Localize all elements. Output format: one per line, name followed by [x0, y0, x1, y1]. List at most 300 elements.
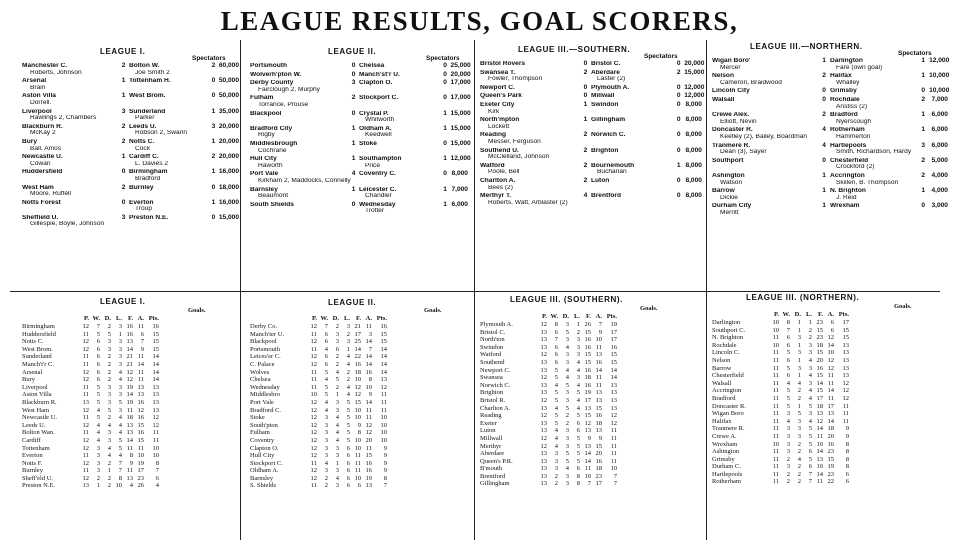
col-header: L. — [116, 315, 122, 322]
team-name: Darlington — [712, 319, 741, 326]
home-team: Barrow — [712, 188, 735, 195]
table-row — [250, 407, 387, 415]
home-team: Bradford City — [250, 125, 293, 132]
stat-cell: 1 — [346, 345, 350, 353]
team-name: Luton — [480, 427, 496, 435]
stat-cell: 13 — [540, 381, 547, 389]
table-heading-league-3-south: LEAGUE III. (SOUTHERN). — [510, 295, 623, 304]
table-row — [712, 387, 849, 395]
stat-cell: 5 — [576, 457, 580, 465]
col-header: P. — [84, 315, 89, 322]
stat-cell: 3 — [565, 351, 569, 359]
scorers-line — [712, 104, 948, 111]
away-scorers: Hammerton — [836, 133, 871, 140]
stat-cell: 13 — [380, 376, 387, 384]
stat-cell: 3 — [797, 349, 801, 357]
stat-cell: 1 — [797, 319, 801, 326]
table-row — [712, 441, 849, 449]
away-team: Clapton O. — [358, 80, 393, 87]
stat-cell: 7 — [155, 467, 159, 475]
stat-cell: 5 — [324, 391, 328, 399]
stat-cell: 3 — [797, 334, 801, 342]
stat-cell: 4 — [324, 376, 328, 384]
home-score: 2 — [583, 176, 588, 184]
stat-cell: 15 — [584, 351, 591, 359]
stat-cell: 4 — [335, 414, 339, 422]
stat-cell: 11 — [595, 374, 602, 382]
stat-cell: 4 — [565, 343, 569, 351]
score-line — [712, 158, 948, 165]
home-scorers: Roberts, Watt, Arblaster (2) — [488, 199, 568, 206]
stat-cell: 11 — [772, 387, 779, 395]
scorers-line — [480, 185, 702, 192]
team-name: Southend — [480, 358, 505, 366]
stat-cell: 14 — [827, 341, 834, 349]
stat-cell: 16 — [595, 457, 602, 465]
stat-cell: 11 — [772, 425, 779, 433]
spectators: 6,000 — [931, 141, 948, 149]
stat-cell: 2 — [335, 323, 339, 330]
stat-cell: 2 — [786, 455, 790, 463]
home-scorers: Mercer — [720, 64, 741, 71]
home-scorers — [22, 206, 129, 213]
stat-cell: 8 — [118, 474, 122, 482]
away-score: 1 — [921, 57, 926, 64]
stat-cell: 3 — [565, 427, 569, 435]
stat-cell: 1 — [96, 482, 100, 490]
spectators-label: Spectators — [644, 53, 678, 60]
scorers-line — [22, 115, 236, 122]
match-result — [250, 202, 468, 215]
match-result — [712, 143, 948, 156]
table-league-3-north — [712, 311, 849, 486]
away-team: Halifax — [829, 73, 852, 80]
stat-cell: 6 — [155, 474, 159, 482]
home-score: 0 — [583, 83, 588, 91]
home-score: 3 — [351, 79, 356, 87]
match-result — [712, 112, 948, 125]
away-score: 2 — [921, 156, 926, 164]
stat-cell: 3 — [118, 353, 122, 361]
scorers-line — [480, 76, 702, 83]
team-name: Wednesday — [250, 383, 280, 391]
stat-cell: 11 — [310, 330, 317, 338]
team-name: Arsenal — [22, 368, 43, 376]
stat-cell: 12 — [310, 360, 317, 368]
stat-cell: 18 — [816, 341, 823, 349]
stat-cell: 15 — [816, 372, 823, 380]
table-row — [712, 463, 849, 471]
home-team: Swansea T. — [480, 69, 516, 76]
stat-cell: 3 — [576, 336, 580, 344]
stat-cell: 12 — [827, 364, 834, 372]
goals-label: Goals. — [188, 307, 206, 314]
table-row — [250, 460, 387, 468]
stat-cell: 11 — [772, 470, 779, 478]
away-team: Aberdare — [590, 69, 620, 76]
stat-cell: 10 — [354, 406, 361, 414]
away-team: Rotherham — [829, 127, 865, 134]
stat-cell: 9 — [140, 345, 144, 353]
match-result — [250, 94, 471, 108]
stat-cell: 9 — [357, 421, 361, 429]
match-result — [250, 187, 468, 200]
stat-cell: 4 — [324, 459, 328, 467]
results-heading-league-1: LEAGUE I. — [100, 47, 146, 56]
team-name: Tranmere R. — [712, 425, 745, 433]
table-row — [250, 422, 387, 430]
stat-cell: 1 — [797, 372, 801, 380]
team-name: Huddersfield — [22, 330, 56, 338]
away-scorers: Chandler — [365, 193, 392, 200]
match-result — [250, 139, 471, 154]
spectators: 15,000 — [450, 139, 471, 147]
away-scorers: Joe Smith 2 — [135, 69, 170, 76]
stat-cell: 8 — [576, 480, 580, 488]
scorers-line — [22, 176, 236, 183]
table-row — [712, 349, 849, 357]
stat-cell: 5 — [786, 349, 790, 357]
match-result — [712, 97, 948, 110]
table-row — [22, 467, 159, 475]
stat-cell: 3 — [335, 444, 339, 452]
stat-cell: 23 — [816, 334, 823, 342]
table-row — [250, 482, 387, 490]
stat-cell: 20 — [365, 436, 372, 444]
stat-cell: 12 — [152, 414, 159, 422]
table-row — [250, 452, 387, 460]
stat-cell: 2 — [346, 376, 350, 384]
stat-cell: 14 — [380, 360, 387, 368]
stat-cell: 17 — [137, 467, 144, 475]
stat-cell: 21 — [354, 323, 361, 330]
table-row — [22, 384, 159, 392]
stat-cell: 4 — [118, 421, 122, 429]
home-scorers: Torrance, Prouse — [258, 101, 309, 108]
stat-cell: 7 — [368, 345, 372, 353]
stat-cell: 15 — [842, 334, 849, 342]
team-name: Portsmouth — [250, 345, 280, 353]
stat-cell: 2 — [335, 360, 339, 368]
stat-cell: 3 — [565, 442, 569, 450]
table-row — [250, 399, 387, 407]
stat-cell: 14 — [380, 368, 387, 376]
stat-cell: 4 — [155, 482, 159, 490]
stat-cell: 15 — [595, 404, 602, 412]
stat-cell: 7 — [324, 323, 328, 330]
stat-cell: 9 — [383, 459, 387, 467]
stat-cell: 12 — [842, 394, 849, 402]
table-row — [250, 429, 387, 437]
team-name: Bury — [22, 376, 35, 384]
stat-cell: 6 — [96, 360, 100, 368]
stat-cell: 10 — [137, 452, 144, 460]
home-score: 0 — [351, 109, 356, 117]
stat-cell: 13 — [365, 482, 372, 490]
stat-cell: 13 — [816, 455, 823, 463]
table-row — [712, 342, 849, 350]
home-team: Doncaster R. — [712, 127, 753, 134]
spectators: 8,000 — [685, 192, 702, 200]
stat-cell: 2 — [107, 360, 111, 368]
stat-cell: 3 — [565, 434, 569, 442]
stat-cell: 3 — [324, 444, 328, 452]
away-score: 3 — [921, 141, 926, 149]
stat-cell: 2 — [107, 368, 111, 376]
home-score: 1 — [121, 77, 126, 85]
stat-cell: 14 — [595, 366, 602, 374]
stat-cell: 11 — [610, 427, 617, 435]
spectators-label: Spectators — [898, 50, 932, 57]
team-name: Durham C. — [712, 463, 741, 471]
score-line — [480, 132, 702, 139]
away-team: Darlington — [829, 58, 863, 64]
team-name: Walsall — [712, 379, 732, 387]
stat-cell: 5 — [786, 387, 790, 395]
spectators: 4,000 — [931, 187, 948, 195]
stat-cell: 16 — [584, 381, 591, 389]
col-header: F. — [128, 315, 133, 322]
away-scorers: Skillen, B. Thompson — [836, 179, 899, 186]
stat-cell: 3 — [107, 338, 111, 346]
stat-cell: 8 — [554, 321, 558, 328]
stat-cell: 12 — [380, 383, 387, 391]
stat-cell: 5 — [808, 425, 812, 433]
stat-cell: 10 — [816, 440, 823, 448]
home-score: 2 — [583, 161, 588, 169]
match-result — [250, 79, 471, 93]
away-team: Accrington — [829, 172, 865, 179]
stat-cell: 5 — [96, 398, 100, 406]
away-team: Brighton — [590, 147, 619, 154]
stat-cell: 14 — [610, 366, 617, 374]
stat-cell: 3 — [107, 345, 111, 353]
score-line — [250, 139, 471, 148]
stat-cell: 11 — [82, 360, 89, 368]
stat-cell: 4 — [554, 434, 558, 442]
table-row — [250, 369, 387, 377]
spectators: 8,000 — [685, 131, 702, 139]
home-scorers: Dorrell. — [30, 99, 52, 106]
away-score: 1 — [443, 155, 447, 163]
stat-cell: 7 — [554, 336, 558, 344]
stat-cell: 13 — [126, 474, 133, 482]
spectators: 12,000 — [450, 155, 471, 163]
stat-cell: 15 — [380, 338, 387, 346]
spectators: 35,000 — [218, 107, 240, 115]
stat-cell: 19 — [610, 321, 617, 328]
stat-cell: 13 — [540, 404, 547, 412]
stat-cell: 8 — [845, 440, 849, 448]
team-name: Barrow — [712, 364, 732, 372]
stat-cell: 19 — [126, 383, 133, 391]
stat-cell: 19 — [584, 389, 591, 397]
away-scorers: Laster (2) — [597, 76, 626, 83]
stat-cell: 6 — [845, 478, 849, 486]
stat-cell: 12 — [82, 406, 89, 414]
team-name: Leeds U. — [22, 421, 46, 429]
stat-cell: 10 — [354, 436, 361, 444]
spectators: 20,000 — [218, 153, 240, 161]
stat-cell: 5 — [786, 394, 790, 402]
scorers-line — [22, 85, 236, 92]
stat-cell: 13 — [842, 372, 849, 380]
team-name: Tottenham — [22, 444, 50, 452]
spectators: 10,000 — [929, 87, 950, 95]
team-name: Liverpool — [22, 383, 48, 391]
spectators: 8,000 — [685, 100, 702, 108]
table-row — [480, 389, 617, 397]
home-score: 2 — [121, 183, 126, 191]
stat-cell: 11 — [772, 417, 779, 425]
away-team: Sunderland — [128, 108, 166, 115]
team-name: Aberdare — [480, 450, 505, 458]
match-result — [22, 137, 240, 152]
home-team: Wigan Boro' — [712, 58, 751, 64]
home-score: 0 — [121, 198, 126, 206]
match-result — [250, 109, 471, 124]
stat-cell: 18 — [827, 425, 834, 433]
home-score: 0 — [351, 62, 356, 69]
score-line — [250, 79, 471, 87]
home-scorers — [250, 117, 359, 124]
away-team: Hartlepools — [829, 142, 867, 149]
stat-cell: 10 — [816, 463, 823, 471]
spectators: 8,000 — [685, 176, 702, 184]
scorers-line — [22, 70, 236, 77]
score-line — [480, 193, 702, 200]
stat-cell: 6 — [554, 343, 558, 351]
team-name: Fulham — [250, 429, 270, 437]
stat-cell: 7 — [808, 470, 812, 478]
stat-cell: 14 — [365, 360, 372, 368]
stat-cell: 5 — [107, 330, 111, 338]
stat-cell: 4 — [118, 429, 122, 437]
stat-cell: 2 — [808, 326, 812, 334]
away-score: 1 — [211, 107, 216, 115]
stat-cell: 16 — [365, 467, 372, 475]
spectators: 6,000 — [931, 126, 948, 134]
stat-cell: 4 — [324, 398, 328, 406]
stat-cell: 10 — [115, 482, 122, 490]
stat-cell: 6 — [808, 448, 812, 456]
team-col-header — [480, 313, 536, 321]
stat-cell: 16 — [126, 323, 133, 330]
stat-cell: 13 — [584, 442, 591, 450]
stat-cell: 4 — [786, 379, 790, 387]
away-scorers: Bradford — [135, 175, 161, 182]
home-score: 1 — [351, 185, 356, 193]
score-line — [250, 124, 471, 133]
stat-cell: 13 — [540, 336, 547, 344]
team-name: West Ham — [22, 406, 50, 414]
match-result — [480, 102, 702, 115]
scorers-line — [712, 180, 948, 187]
team-name: Everton — [22, 452, 43, 460]
stat-cell: 12 — [82, 345, 89, 353]
stat-cell: 12 — [584, 419, 591, 427]
stat-cell: 12 — [310, 338, 317, 346]
stat-cell: 15 — [380, 330, 387, 338]
stat-cell: 11 — [816, 432, 823, 440]
scorers-line — [22, 130, 236, 137]
column-divider — [474, 40, 475, 540]
spectators: 3,000 — [931, 202, 948, 210]
stat-cell: 21 — [126, 353, 133, 361]
away-scorers: Fare (own goal) — [836, 64, 883, 71]
stat-cell: 6 — [808, 463, 812, 471]
team-name: Charlton A. — [480, 404, 511, 412]
scorers-line — [480, 109, 702, 116]
home-score: 0 — [822, 156, 826, 164]
team-name: Hull City — [250, 452, 275, 460]
table-row — [22, 407, 159, 415]
stat-cell: 11 — [772, 394, 779, 402]
home-scorers: McKay 2 — [30, 130, 56, 137]
away-score: 0 — [443, 139, 447, 147]
team-name: Barnsley — [250, 474, 274, 482]
table-row — [480, 443, 617, 451]
stat-cell: 3 — [324, 436, 328, 444]
stat-cell: 2 — [107, 353, 111, 361]
match-result — [712, 73, 948, 86]
table-row — [22, 369, 159, 377]
home-team: West Ham — [22, 184, 54, 191]
stat-cell: 15 — [137, 436, 144, 444]
table-row — [712, 372, 849, 380]
stat-cell: 11 — [595, 381, 602, 389]
stat-cell: 16 — [365, 459, 372, 467]
stat-cell: 5 — [346, 429, 350, 437]
stat-cell: 16 — [827, 440, 834, 448]
home-team: Hull City — [250, 156, 277, 163]
home-team: Newcastle U. — [22, 154, 63, 161]
home-team: Liverpool — [22, 108, 52, 115]
stat-cell: 10 — [772, 319, 779, 326]
stat-cell: 3 — [324, 467, 328, 475]
score-line — [22, 198, 240, 207]
away-score: 1 — [921, 72, 926, 80]
stat-cell: 3 — [797, 417, 801, 425]
stat-cell: 3 — [808, 410, 812, 418]
stat-cell: 23 — [595, 472, 602, 480]
col-header: A. — [137, 315, 144, 322]
stat-cell: 8 — [576, 472, 580, 480]
away-team: Swindon — [590, 101, 619, 108]
home-score: 3 — [121, 213, 126, 221]
team-col-header — [250, 315, 306, 323]
away-team: West Brom. — [128, 93, 166, 100]
stat-cell: 14 — [827, 387, 834, 395]
table-row — [22, 346, 159, 354]
match-result — [22, 62, 240, 76]
stat-cell: 11 — [595, 343, 602, 351]
home-scorers: McClelland, Johnson — [488, 154, 550, 161]
home-team: Barnsley — [250, 186, 278, 193]
home-score: 1 — [351, 155, 356, 163]
stat-cell: 6 — [96, 345, 100, 353]
stat-cell: 2 — [797, 470, 801, 478]
stat-cell: 12 — [540, 351, 547, 359]
stat-cell: 3 — [554, 465, 558, 473]
home-team: Sheffield U. — [22, 214, 59, 221]
stat-cell: 8 — [845, 448, 849, 456]
score-line — [250, 70, 471, 79]
stat-cell: 2 — [797, 463, 801, 471]
stat-cell: 11 — [827, 379, 834, 387]
away-team: Norwich C. — [590, 132, 626, 139]
stat-cell: 5 — [96, 383, 100, 391]
